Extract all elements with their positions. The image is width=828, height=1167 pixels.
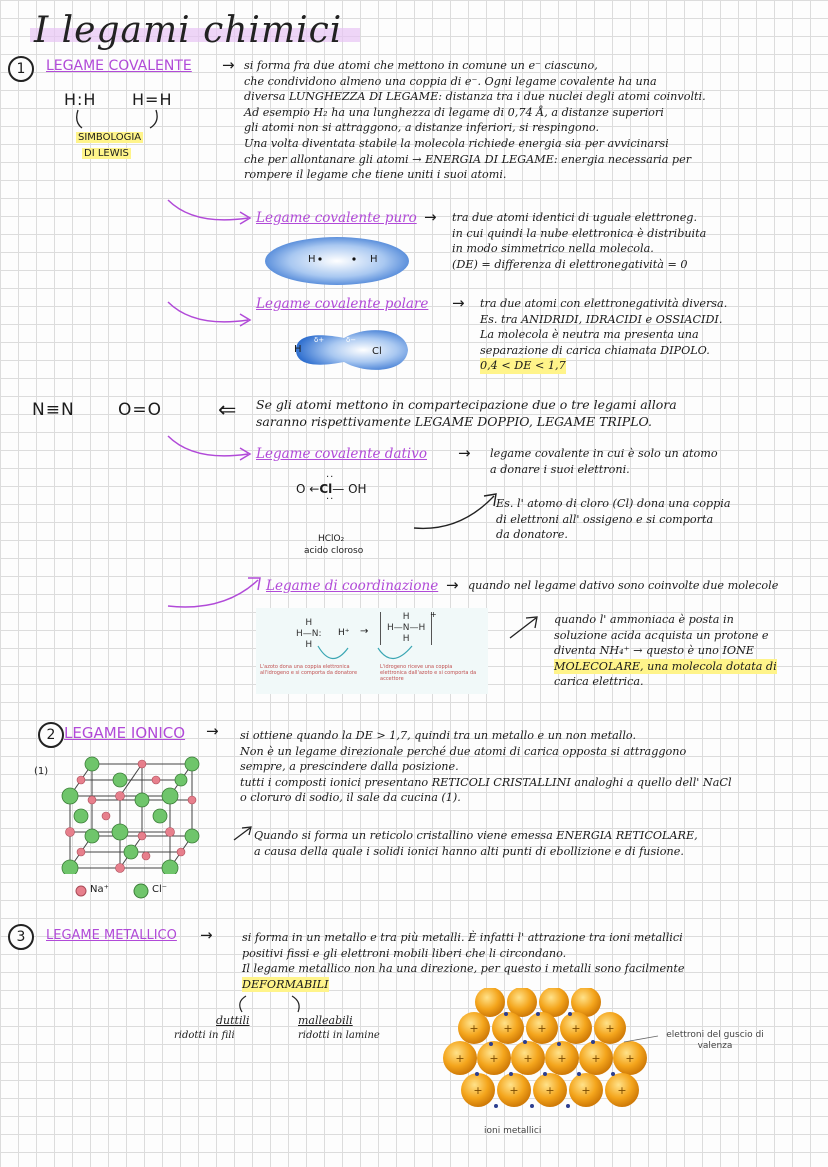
caption-donatore: L'azoto dona una coppia elettronica all'idrogeno e si comporta da donatore: [260, 664, 358, 676]
svg-text:+: +: [545, 1084, 555, 1097]
delta-plus: δ+: [314, 336, 325, 344]
label-covalente-puro: Legame covalente puro: [256, 210, 417, 226]
lewis-formula-single: H:H: [64, 90, 97, 109]
arrow-icon: →: [452, 294, 465, 312]
heading-legame-covalente: LEGAME COVALENTE: [46, 58, 192, 74]
svg-text:+: +: [581, 1084, 591, 1097]
atom-h: H: [294, 344, 302, 355]
metallic-lattice-figure: [434, 988, 660, 1120]
svg-text:+: +: [617, 1084, 627, 1097]
atom-h-right: H: [370, 254, 378, 265]
na-ion-icon: [74, 884, 88, 898]
electron-cloud-polar: [284, 320, 414, 380]
nh4-structure: H H—N—H H: [380, 612, 432, 645]
label-duttili: duttili: [216, 1014, 250, 1027]
hclo2-structure: O ←Cl— OH: [296, 482, 367, 496]
heading-legame-metallico: LEGAME METALLICO: [46, 928, 177, 943]
coordinazione-description: quando l' ammoniaca è posta in soluzione acida acquista un protone e diventa NH₄⁺ → questo è uno IONE MOLECOLARE, una molecola dotata di carica elettrica.: [554, 613, 777, 689]
hclo2-caption: acido cloroso: [304, 546, 364, 556]
black-arrow-icon: [232, 824, 254, 844]
label-elettroni-valenza: elettroni del guscio di valenza: [666, 1030, 764, 1051]
legend-cl: Cl⁻: [152, 884, 168, 895]
polare-description: tra due atomi con elettronegatività diversa. Es. tra ANIDRIDI, IDRACIDI e OSSIACIDI. La molecola è neutra ma presenta una separazione di carica chiamata DIPOLO. 0,4 < DE < 1,7: [480, 297, 728, 373]
section-number-3: 3: [8, 924, 34, 950]
label-covalente-dativo: Legame covalente dativo: [256, 446, 427, 462]
puro-description: tra due atomi identici di uguale elettroneg. in cui quindi la nube elettronica è distribuita in modo simmetrico nella molecola. (DE) = differenza di elettronegatività = 0: [452, 211, 707, 271]
black-arrow-icon: [506, 612, 542, 642]
svg-text:+: +: [473, 1084, 483, 1097]
multipli-description: Se gli atomi mettono in compartecipazione due o tre legami allora saranno rispettivamente LEGAME DOPPIO, LEGAME TRIPLO.: [256, 397, 677, 429]
section-number-1: 1: [8, 56, 34, 82]
black-curved-arrow-icon: [410, 488, 500, 534]
svg-text:+: +: [571, 1022, 581, 1035]
delta-minus: δ−: [346, 336, 357, 344]
purple-curved-arrow-icon: [164, 296, 254, 332]
caption-accettore: L'idrogeno riceve una coppia elettronica dall'azoto e si comporta da accettore: [380, 664, 477, 682]
label-malleabili: malleabili: [298, 1014, 353, 1027]
lewis-formula-double: H=H: [132, 90, 173, 109]
simbologia-label: SIMBOLOGIA: [78, 132, 142, 143]
duttili-sub: ridotti in fili: [174, 1030, 235, 1041]
heading-legame-ionico: LEGAME IONICO: [64, 724, 186, 742]
arrow-icon: →: [200, 926, 213, 944]
plus-sign: +: [430, 610, 437, 619]
arrow-icon: →: [446, 576, 459, 594]
figure-label-1: (1): [34, 766, 49, 777]
section-number-2: 2: [38, 722, 64, 748]
svg-text:+: +: [455, 1052, 465, 1065]
cl-ion-icon: [132, 882, 150, 900]
arrow-icon: →: [424, 208, 437, 226]
legend-na: Na⁺: [90, 884, 109, 895]
svg-text:+: +: [605, 1022, 615, 1035]
page-title: I legami chimici: [34, 10, 343, 51]
double-arrow-left-icon: ⇐: [218, 398, 237, 423]
purple-curved-arrow-icon: [164, 430, 254, 466]
electron-cloud-symmetric: [262, 234, 412, 288]
dativo-example: Es. l' atomo di cloro (Cl) dona una coppia di elettroni all' ossigeno e si comporta da donatore.: [496, 497, 731, 542]
arrow-icon: →: [206, 722, 219, 740]
dativo-description: legame covalente in cui è solo un atomo a donare i suoi elettroni.: [490, 447, 718, 476]
arrow-icon: →: [458, 444, 471, 462]
ionico-description: si ottiene quando la DE > 1,7, quindi tra un metallo e un non metallo. Non è un legame direzionale perché due atomi di carica opposta si attraggono sempre, a prescindere dalla posizione. tutti i composti ionici presentano RETICOLI CRISTALLINI analoghi a quello dell' NaCl o cloruro di sodio, il sale da cucina (1).: [240, 729, 732, 805]
label-ioni-metallici: ioni metallici: [484, 1126, 542, 1136]
svg-text:+: +: [489, 1052, 499, 1065]
label-coordinazione: Legame di coordinazione: [266, 578, 439, 594]
svg-text:+: +: [625, 1052, 635, 1065]
formula-o2: O=O: [118, 400, 163, 420]
simbologia-label-2: DI LEWIS: [84, 148, 129, 159]
h-plus: H⁺: [338, 628, 350, 638]
covalente-intro: si forma fra due atomi che mettono in comune un e⁻ ciascuno, che condividono almeno una coppia di e⁻. Ogni legame covalente ha una diversa LUNGHEZZA DI LEGAME: distanza tra i due nuclei degli atomi coinvolti. Ad esempio H₂ ha una lunghezza di legame di 0,74 Å, a distanze superiori gli atomi non si attraggono, a distanze inferiori, si respingono. Una volta diventata stabile la molecola richiede energia sia per avvicinarsi che per allontanare gli atomi → ENERGIA DI LEGAME: energia necessaria per rompere il legame che tiene uniti i suoi atomi.: [244, 59, 706, 182]
svg-text:+: +: [469, 1022, 479, 1035]
svg-text:+: +: [503, 1022, 513, 1035]
svg-text:+: +: [537, 1022, 547, 1035]
purple-curved-arrow-icon: [164, 566, 264, 612]
formula-n2: N≡N: [32, 400, 75, 420]
malleabili-sub: ridotti in lamine: [298, 1030, 380, 1041]
metallico-description: si forma in un metallo e tra più metalli. È infatti l' attrazione tra ioni metallici positivi fissi e gli elettroni mobili liberi che li circondano. Il legame metallico non ha una direzione, per questo i metalli sono facilmente DEFORMABILI: [242, 931, 685, 991]
ionico-energia-reticolare: Quando si forma un reticolo cristallino viene emessa ENERGIA RETICOLARE, a causa della quale i solidi ionici hanno alti punti di ebollizione e di fusione.: [254, 829, 698, 858]
curved-arrows-icon: [64, 108, 174, 132]
svg-text:+: +: [523, 1052, 533, 1065]
ammonium-figure: [256, 608, 488, 694]
svg-text:+: +: [591, 1052, 601, 1065]
coordinazione-arrow-text: quando nel legame dativo sono coinvolte due molecole: [468, 579, 779, 592]
hclo2-formula: HClO₂: [318, 534, 345, 544]
atom-cl: Cl: [372, 346, 382, 357]
lone-pair-dots-bottom: ··: [326, 494, 335, 505]
atom-h-left: H: [308, 254, 316, 265]
svg-text:+: +: [509, 1084, 519, 1097]
branch-arrows-icon: [226, 994, 316, 1016]
arrow-icon: →: [360, 626, 369, 637]
arrow-icon: →: [222, 56, 235, 74]
nh3-structure: H H—N: H: [296, 618, 322, 650]
nacl-lattice-figure: [56, 756, 206, 874]
lone-pair-dots-top: ··: [326, 472, 335, 483]
purple-curved-arrow-icon: [164, 194, 254, 230]
label-covalente-polare: Legame covalente polare: [256, 296, 429, 312]
svg-text:+: +: [557, 1052, 567, 1065]
